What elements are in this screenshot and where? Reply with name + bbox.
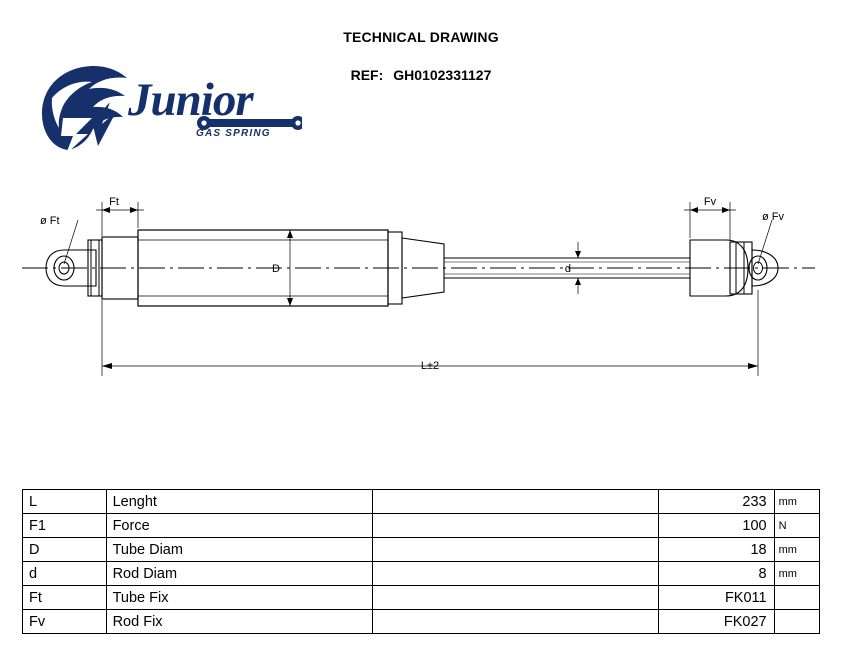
- specification-table-body: [23, 490, 820, 634]
- row-description: Rod Diam: [106, 562, 373, 586]
- ft-diameter-label: ø Ft: [40, 215, 60, 227]
- overall-length-label: L±2: [420, 360, 440, 372]
- row-code: d: [23, 562, 107, 586]
- logo-wing-mark: [42, 66, 127, 154]
- ft-dimension-label: Ft: [109, 196, 119, 208]
- diameter-leaders: [64, 220, 772, 264]
- reference-value: GH0102331127: [393, 67, 492, 83]
- row-description: Lenght: [106, 490, 373, 514]
- row-unit: [774, 586, 819, 610]
- row-value: 8: [658, 562, 774, 586]
- table-row: [23, 538, 820, 562]
- row-description: Force: [106, 514, 373, 538]
- row-unit: mm: [774, 490, 819, 514]
- row-value: FK011: [658, 586, 774, 610]
- fv-diameter-label: ø Fv: [762, 211, 784, 223]
- tube-diameter-label: D: [272, 263, 280, 275]
- logo-brand-text: Junior: [128, 74, 253, 126]
- table-row: [23, 514, 820, 538]
- row-spacer: [373, 538, 658, 562]
- row-unit: mm: [774, 538, 819, 562]
- specification-table: [22, 489, 820, 634]
- reference-label: REF:: [350, 67, 384, 83]
- row-spacer: [373, 586, 658, 610]
- row-code: Ft: [23, 586, 107, 610]
- table-row: [23, 586, 820, 610]
- row-spacer: [373, 562, 658, 586]
- row-unit: N: [774, 514, 819, 538]
- row-description: Tube Diam: [106, 538, 373, 562]
- table-row: [23, 562, 820, 586]
- ft-dimension: [96, 202, 144, 236]
- table-row: [23, 490, 820, 514]
- row-spacer: [373, 610, 658, 634]
- row-unit: [774, 610, 819, 634]
- row-code: Fv: [23, 610, 107, 634]
- row-value: 100: [658, 514, 774, 538]
- row-value: 233: [658, 490, 774, 514]
- row-description: Rod Fix: [106, 610, 373, 634]
- row-unit: mm: [774, 562, 819, 586]
- page-title: TECHNICAL DRAWING: [343, 29, 499, 45]
- row-description: Tube Fix: [106, 586, 373, 610]
- row-code: D: [23, 538, 107, 562]
- table-row: [23, 610, 820, 634]
- fv-dimension-label: Fv: [703, 196, 717, 208]
- logo-subbrand-text: GAS SPRING: [196, 128, 271, 139]
- row-value: FK027: [658, 610, 774, 634]
- gas-spring-drawing: [0, 180, 842, 480]
- row-spacer: [373, 514, 658, 538]
- row-value: 18: [658, 538, 774, 562]
- row-code: F1: [23, 514, 107, 538]
- row-spacer: [373, 490, 658, 514]
- row-code: L: [23, 490, 107, 514]
- rod-diameter-label: d: [564, 263, 571, 275]
